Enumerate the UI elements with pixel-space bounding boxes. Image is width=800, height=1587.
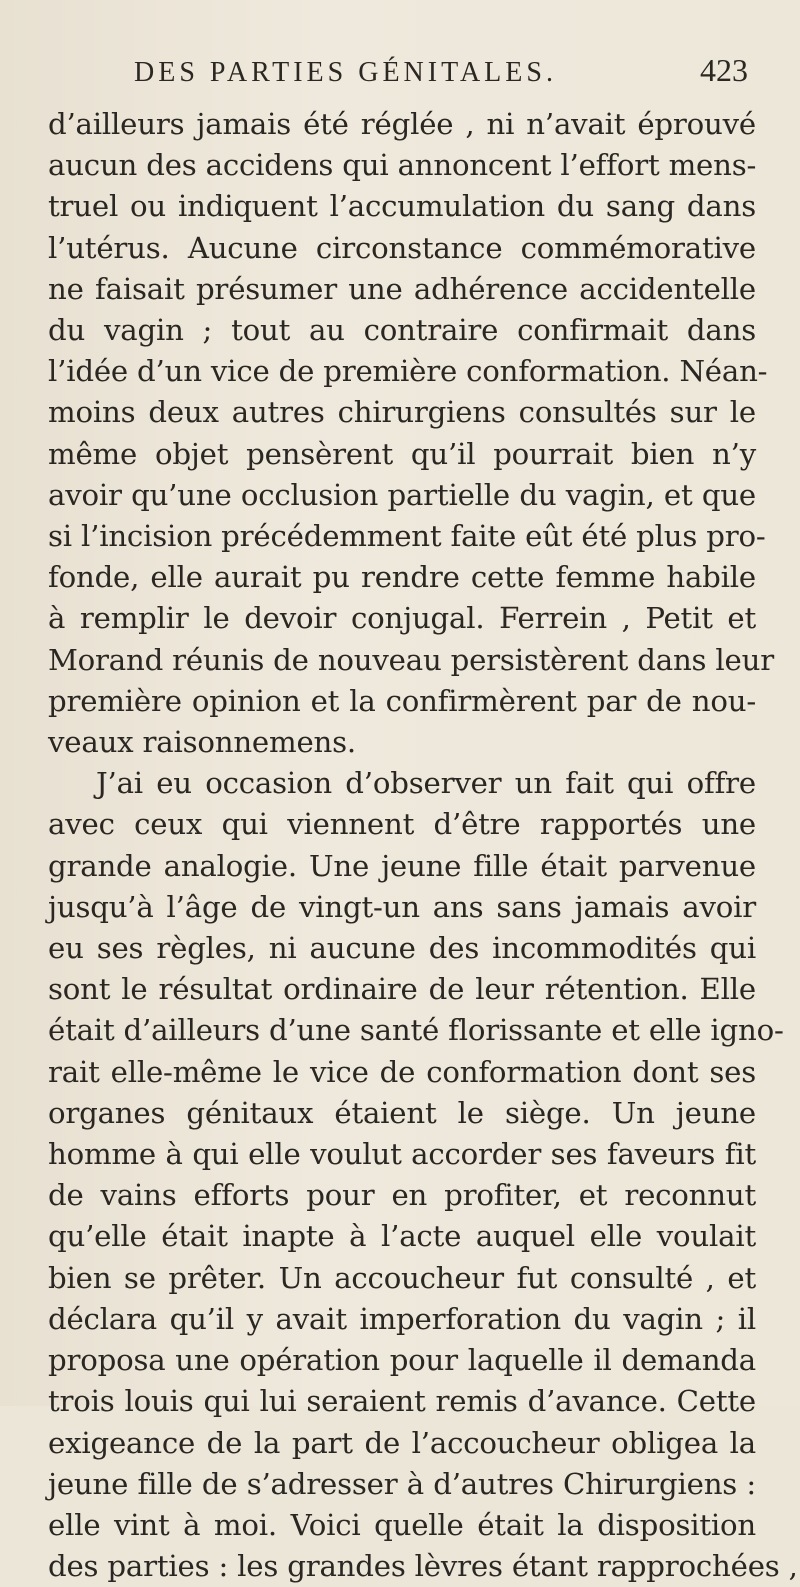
text-line: si l’incision précédemment faite eût été plus pro- (48, 519, 766, 554)
text-line: première opinion et la confirmèrent par de nou- (48, 683, 756, 718)
text-line: jeune fille de s’adresser à d’autres Chirurgiens : (48, 1466, 756, 1501)
text-line: fonde, elle aurait pu rendre cette femme habile (48, 560, 756, 595)
text-line: du vagin ; tout au contraire confirmait dans (48, 313, 756, 348)
text-line: même objet pensèrent qu’il pourrait bien n’y (48, 436, 756, 471)
text-line: organes génitaux étaient le siège. Un jeune (48, 1095, 756, 1130)
text-line: l’utérus. Aucune circonstance commémorative (48, 230, 756, 265)
text-line: rait elle-même le vice de conformation dont ses (48, 1054, 756, 1089)
text-line: bien se prêter. Un accoucheur fut consulté , et (48, 1260, 756, 1295)
text-line: l’idée d’un vice de première conformation. Néan- (48, 354, 768, 389)
text-line: proposa une opération pour laquelle il demanda (48, 1343, 756, 1378)
text-line: sont le résultat ordinaire de leur rétention. Elle (48, 972, 756, 1007)
text-line: aucun des accidens qui annoncent l’effort mens- (48, 148, 757, 183)
text-line: des parties : les grandes lèvres étant rapprochées , (48, 1549, 798, 1584)
text-line: jusqu’à l’âge de vingt-un ans sans jamais avoir (48, 889, 756, 924)
text-line: exigeance de la part de l’accoucheur obligea la (48, 1425, 756, 1460)
text-line: déclara qu’il y avait imperforation du vagin ; il (48, 1301, 756, 1336)
text-line: homme à qui elle voulut accorder ses faveurs fit (48, 1137, 756, 1172)
text-line: qu’elle était inapte à l’acte auquel elle voulait (48, 1219, 756, 1254)
text-line: à remplir le devoir conjugal. Ferrein , Petit et (48, 601, 756, 636)
text-line: ne faisait présumer une adhérence accidentelle (48, 271, 756, 306)
text-line: moins deux autres chirurgiens consultés sur le (48, 395, 756, 430)
text-line: d’ailleurs jamais été réglée , ni n’avait éprouvé (48, 107, 756, 141)
text-line: de vains efforts pour en profiter, et reconnut (48, 1178, 756, 1213)
text-line: Morand réunis de nouveau persistèrent dans leur (48, 642, 774, 677)
text-line: truel ou indiquent l’accumulation du sang dans (48, 189, 756, 224)
text-line-paragraph-end: veaux raisonnemens. (48, 725, 357, 760)
text-line: elle vint à moi. Voici quelle était la disposition (48, 1507, 756, 1542)
text-line-paragraph-start: J’ai eu occasion d’observer un fait qui offre (96, 766, 756, 801)
running-head (48, 52, 756, 92)
text-line: trois louis qui lui seraient remis d’avance. Cette (48, 1384, 756, 1419)
text-line: avoir qu’une occlusion partielle du vagin, et que (48, 477, 756, 512)
text-line: était d’ailleurs d’une santé florissante et elle igno- (48, 1013, 784, 1048)
text-line: grande analogie. Une jeune fille était parvenue (48, 848, 756, 883)
running-title: DES PARTIES GÉNITALES. (134, 57, 557, 88)
body-text (48, 104, 798, 1587)
text-line: avec ceux qui viennent d’être rapportés une (48, 807, 756, 842)
text-line: eu ses règles, ni aucune des incommodités qui (48, 931, 756, 966)
page-number: 423 (700, 52, 748, 88)
